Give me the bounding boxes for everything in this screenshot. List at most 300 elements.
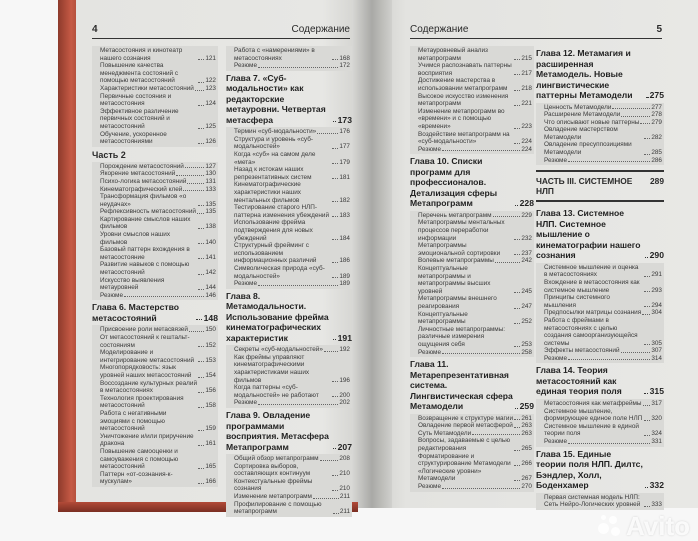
dot-leader: [198, 430, 204, 431]
dot-leader: [640, 123, 650, 124]
toc-entry[interactable]: [544, 400, 662, 408]
toc-entry[interactable]: [100, 208, 216, 216]
toc-entry[interactable]: [234, 501, 350, 516]
toc-entry[interactable]: [418, 242, 532, 257]
entry-page: 307: [651, 347, 662, 355]
dot-leader: [644, 276, 650, 277]
dot-leader: [333, 121, 335, 122]
toc-entry[interactable]: [418, 131, 532, 146]
dot-leader: [495, 262, 521, 263]
entry-page: 218: [521, 84, 532, 92]
chapter-entry[interactable]: [410, 156, 534, 209]
dot-leader: [514, 90, 520, 91]
entry-title: Назад к истокам наших репрезентативных систем: [234, 166, 312, 181]
entry-page: 126: [205, 138, 216, 146]
chapter-entry[interactable]: [536, 48, 664, 101]
entry-page: 291: [651, 271, 662, 279]
toc-column: [92, 46, 218, 489]
dot-leader: [317, 133, 338, 134]
page-title: Содержание: [410, 24, 469, 35]
toc-entry[interactable]: [544, 494, 662, 509]
entry-page: 142: [205, 269, 216, 277]
toc-entry[interactable]: [234, 242, 350, 265]
dot-leader: [514, 450, 520, 451]
toc-entry[interactable]: [100, 410, 216, 433]
entry-title: Системное мышление в единой теории поля: [544, 422, 639, 438]
entry-page: 211: [339, 508, 350, 516]
entry-title: Уровни смыслов наших фильмов: [100, 231, 171, 246]
entry-page: 324: [651, 430, 662, 438]
dot-leader: [332, 396, 338, 397]
entry-page: 135: [205, 208, 216, 216]
entry-page: 189: [339, 280, 350, 288]
toc-entry[interactable]: [234, 219, 350, 242]
dot-leader: [514, 480, 520, 481]
dot-leader: [442, 353, 520, 354]
dot-leader: [332, 262, 338, 263]
entry-title: Системное мышление и оценка в метасостояниях: [544, 263, 639, 279]
entry-page: 247: [521, 302, 532, 310]
toc-entry[interactable]: [234, 280, 350, 288]
entry-page: 223: [521, 122, 532, 130]
entry-page: 232: [521, 234, 532, 242]
toc-entry[interactable]: [418, 295, 532, 310]
entry-title: Личностные метапрограммы: различные измерения ощущения себя: [418, 325, 506, 348]
toc-entry[interactable]: [234, 346, 350, 354]
subsection-list: [92, 325, 218, 486]
entry-title: Как фреймы управляют кинематографическими характеристиками наших фильмов: [234, 353, 310, 384]
entry-page: 331: [651, 437, 662, 445]
dot-leader: [642, 314, 650, 315]
entry-title: Метапрограммы ментальных процессов переработки информации: [418, 219, 505, 242]
entry-page: 305: [651, 339, 662, 347]
toc-entry[interactable]: [234, 128, 350, 136]
dot-leader: [198, 228, 204, 229]
toc-entry[interactable]: [418, 257, 532, 265]
chapter-title: Глава 9. Овладение программами восприятия. Метасфера Метапрограмм: [226, 410, 329, 452]
entry-page: 140: [205, 238, 216, 246]
entry-title: Повышение качества менеджмента состояний с помощью метасостояний: [100, 62, 179, 85]
toc-entry[interactable]: [544, 317, 662, 347]
toc-entry[interactable]: [100, 170, 216, 178]
toc-entry[interactable]: [234, 265, 350, 280]
entry-title: Развитие навыков с помощью метасостояний: [100, 261, 190, 277]
entry-page: 242: [521, 257, 532, 265]
entry-title: Резюме: [418, 482, 441, 490]
part-heading: Часть 2: [92, 149, 126, 160]
dot-leader: [333, 448, 336, 449]
dot-leader: [320, 460, 339, 461]
chapter-entry[interactable]: [226, 410, 352, 452]
toc-entry[interactable]: [418, 311, 532, 326]
entry-title: Кинематографический клей: [100, 185, 183, 193]
toc-entry[interactable]: [544, 157, 662, 165]
entry-title: Предпосылки матрицы сознания: [544, 309, 642, 317]
dot-leader: [568, 443, 650, 444]
dot-leader: [442, 150, 520, 151]
toc-entry[interactable]: [418, 62, 532, 77]
chapter-page: 148: [203, 312, 218, 323]
dot-leader: [514, 465, 520, 466]
entry-page: 192: [339, 346, 350, 354]
entry-page: 166: [205, 478, 216, 486]
toc-entry[interactable]: [234, 62, 350, 70]
entry-page: 181: [339, 173, 350, 181]
entry-title: Концептуальные метапрограммы: [418, 310, 468, 326]
entry-page: 253: [521, 340, 532, 348]
dot-leader: [332, 490, 338, 491]
toc-entry[interactable]: [100, 131, 216, 146]
dot-leader: [333, 339, 335, 340]
entry-title: Резюме: [544, 156, 567, 164]
dot-leader: [198, 483, 204, 484]
entry-title: Метапрограммы эмоциональной сортировки: [418, 242, 501, 257]
entry-title: Резюме: [544, 354, 567, 362]
entry-title: Искусство выявления метауровней: [100, 276, 165, 292]
dot-leader: [645, 487, 648, 488]
toc-entry[interactable]: [418, 93, 532, 108]
dot-leader: [514, 308, 520, 309]
toc-entry[interactable]: [544, 309, 662, 317]
toc-entry[interactable]: [418, 219, 532, 242]
entry-page: 282: [651, 133, 662, 141]
toc-entry[interactable]: [234, 354, 350, 384]
page-number: 5: [656, 24, 662, 35]
entry-title: Резюме: [418, 348, 441, 356]
entry-page: 189: [339, 272, 350, 280]
entry-page: 278: [651, 111, 662, 119]
entry-title: Эффективное различение первичных состояний и метасостояний: [100, 107, 179, 130]
toc-entry[interactable]: [100, 193, 216, 208]
entry-page: 135: [205, 200, 216, 208]
chapter-entry[interactable]: [92, 302, 218, 323]
entry-title: От метасостояний к гештальт-состояниям: [100, 334, 190, 349]
toc-entry[interactable]: [100, 93, 216, 108]
entry-page: 130: [205, 170, 216, 178]
dot-leader: [514, 292, 520, 293]
chapter-entry[interactable]: [226, 291, 352, 344]
entry-title: Волевые метапрограммы: [418, 257, 494, 265]
dot-leader: [442, 488, 520, 489]
entry-page: 138: [205, 223, 216, 231]
subsection-list: [92, 162, 218, 301]
chapter-title: Глава 10. Списки программ для профессионалов. Детализация сферы Метапрограмм: [410, 156, 498, 209]
dot-leader: [196, 319, 201, 320]
entry-page: 263: [521, 422, 532, 430]
dot-leader: [332, 277, 338, 278]
toc-entry[interactable]: [100, 246, 216, 261]
entry-page: 266: [521, 460, 532, 468]
toc-entry[interactable]: [418, 349, 532, 357]
toc-entry[interactable]: [234, 478, 350, 493]
toc-entry[interactable]: [100, 186, 216, 194]
chapter-entry[interactable]: [410, 359, 534, 412]
toc-entry[interactable]: [544, 408, 662, 423]
toc-entry[interactable]: [418, 468, 532, 483]
toc-entry[interactable]: [544, 347, 662, 355]
entry-title: Обучение, ускоренное метасостояниями: [100, 130, 167, 146]
dot-leader: [258, 285, 338, 286]
dot-leader: [332, 381, 338, 382]
toc-column: [226, 46, 352, 519]
dot-leader: [198, 258, 204, 259]
entry-page: 186: [339, 257, 350, 265]
dot-leader: [644, 393, 648, 394]
toc-entry[interactable]: [418, 483, 532, 491]
toc-entry[interactable]: [234, 455, 350, 463]
toc-entry[interactable]: [418, 422, 532, 430]
dot-leader: [198, 445, 204, 446]
chapter-page: 191: [337, 332, 352, 343]
entry-title: Моделирование и интегрирование метасостояний: [100, 349, 195, 364]
toc-entry[interactable]: [234, 166, 350, 181]
chapter-entry[interactable]: [536, 208, 664, 261]
entry-page: 177: [339, 143, 350, 151]
dot-leader: [187, 183, 204, 184]
toc-entry[interactable]: [234, 136, 350, 151]
subsection-list: [536, 399, 664, 447]
dot-leader: [198, 82, 204, 83]
toc-entry[interactable]: [234, 399, 350, 407]
entry-page: 159: [205, 425, 216, 433]
toc-entry[interactable]: [100, 216, 216, 231]
entry-title: Вхождение в метасостояния как системное мышление: [544, 278, 640, 294]
chapter-title: Глава 7. «Суб-модальности» как редакторские метауровни. Четвертая метасфера: [226, 72, 326, 125]
entry-title: Эффекты метасостояний: [544, 347, 620, 355]
toc-entry[interactable]: [100, 395, 216, 410]
dot-leader: [198, 407, 204, 408]
toc-entry[interactable]: [100, 334, 216, 349]
dot-leader: [644, 435, 650, 436]
toc-entry[interactable]: [100, 85, 216, 93]
dot-leader: [514, 59, 520, 60]
entry-page: 161: [205, 440, 216, 448]
chapter-page: 290: [649, 250, 664, 261]
toc-entry[interactable]: [544, 119, 662, 127]
dot-leader: [198, 361, 204, 362]
chapter-title: Глава 11. Метарепрезентативная система. Лингвистическая сфера Метамодели: [410, 359, 513, 412]
chapter-page: 173: [337, 114, 352, 125]
entry-page: 317: [651, 399, 662, 407]
toc-entry[interactable]: [100, 471, 216, 486]
toc-entry[interactable]: [418, 265, 532, 295]
toc-entry[interactable]: [418, 453, 532, 468]
dot-leader: [198, 128, 204, 129]
toc-entry[interactable]: [100, 448, 216, 471]
toc-entry[interactable]: [544, 104, 662, 112]
left-page-header: [92, 24, 350, 39]
toc-entry[interactable]: [100, 326, 216, 334]
entry-page: 131: [205, 177, 216, 185]
entry-title: Концептуальные метапрограммы и метапрограммы высших уровней: [418, 264, 491, 295]
chapter-title: Глава 8. Метамодальности. Использование фрейма кинематографических характеристик: [226, 290, 329, 343]
entry-title: Структура и уровень «суб-модальностей»: [234, 135, 313, 151]
toc-entry[interactable]: [100, 364, 216, 379]
dot-leader: [515, 205, 517, 206]
entry-page: 210: [339, 470, 350, 478]
toc-entry[interactable]: [100, 231, 216, 246]
entry-title: Порождение метасостояний: [100, 162, 184, 170]
entry-page: 221: [521, 100, 532, 108]
dot-leader: [198, 205, 204, 206]
dot-leader: [332, 178, 338, 179]
dot-leader: [195, 90, 204, 91]
dot-leader: [643, 405, 651, 406]
toc-entry[interactable]: [100, 380, 216, 395]
toc-column: [410, 46, 534, 494]
toc-entry[interactable]: [418, 77, 532, 92]
chapter-entry[interactable]: [536, 365, 664, 397]
toc-entry[interactable]: [544, 279, 662, 294]
dot-leader: [198, 143, 204, 144]
dot-leader: [646, 97, 648, 98]
entry-title: Повышение самооценки и самоуважения с помощью метасостояний: [100, 447, 179, 471]
entry-title: Психо-логика метасостояний: [100, 177, 187, 185]
dot-leader: [514, 346, 520, 347]
dot-leader: [332, 239, 338, 240]
chapter-title: Глава 13. Системное НЛП. Системное мышление о кинематографии нашего сознания: [536, 208, 641, 261]
dot-leader: [514, 128, 520, 129]
entry-page: 144: [205, 284, 216, 292]
entry-page: 196: [339, 376, 350, 384]
toc-entry[interactable]: [418, 430, 532, 438]
subsection-list: [226, 454, 352, 517]
toc-entry[interactable]: [544, 141, 662, 156]
entry-title: Присвоение роли метасвязей: [100, 326, 188, 334]
entry-page: 122: [205, 77, 216, 85]
entry-page: 152: [205, 341, 216, 349]
toc-entry[interactable]: [100, 178, 216, 186]
toc-entry[interactable]: [234, 384, 350, 399]
toc-entry[interactable]: [100, 292, 216, 300]
entry-title: Структурный фрейминг с использованием информационных различий: [234, 242, 317, 265]
toc-entry[interactable]: [100, 108, 216, 131]
entry-title: Контекстуальные фреймы сознания: [234, 477, 313, 493]
entry-page: 263: [521, 429, 532, 437]
entry-page: 182: [339, 196, 350, 204]
toc-entry[interactable]: [418, 212, 532, 220]
part-entry[interactable]: [536, 170, 664, 202]
entry-title: Трансформация фильмов «о неудачах»: [100, 193, 187, 208]
dot-leader: [514, 254, 520, 255]
dot-leader: [645, 257, 647, 258]
part-title: ЧАСТЬ III. СИСТЕМНОЕ НЛП: [536, 176, 633, 197]
dot-leader: [568, 359, 650, 360]
entry-title: Метапрограммы внешнего реагирования: [418, 295, 497, 310]
toc-entry[interactable]: [234, 493, 350, 501]
dot-leader: [644, 138, 650, 139]
toc-entry[interactable]: [100, 62, 216, 85]
toc-entry[interactable]: [418, 108, 532, 131]
toc-entry[interactable]: [418, 146, 532, 154]
toc-entry[interactable]: [234, 463, 350, 478]
dot-leader: [198, 274, 204, 275]
toc-entry[interactable]: [100, 261, 216, 276]
entry-title: Первичные состояния и метасостояния: [100, 92, 172, 108]
entry-page: 286: [651, 156, 662, 164]
toc-entry[interactable]: [544, 355, 662, 363]
entry-title: Когда паттерны «суб-модальностей» не работают: [234, 384, 319, 399]
entry-title: Первая системная модель НЛП: Сеть Нейро-Логических уровней: [544, 493, 641, 509]
toc-entry[interactable]: [100, 277, 216, 292]
entry-page: 168: [339, 54, 350, 62]
entry-page: 333: [651, 501, 662, 509]
entry-title: Что описывают новые паттерны: [544, 118, 640, 126]
entry-page: 123: [205, 84, 216, 92]
entry-page: 172: [339, 62, 350, 70]
toc-entry[interactable]: [418, 326, 532, 349]
toc-entry[interactable]: [544, 264, 662, 279]
entry-title: Форматирование и структурирование Метамодели: [418, 452, 511, 468]
dot-leader: [621, 352, 651, 353]
toc-entry[interactable]: [418, 47, 532, 62]
entry-page: 141: [205, 253, 216, 261]
toc-entry[interactable]: [100, 349, 216, 364]
entry-page: 150: [205, 326, 216, 334]
avito-logo-icon: [598, 514, 622, 538]
entry-title: Когда «суб» на самом деле «мета»: [234, 151, 316, 166]
dot-leader: [198, 346, 204, 347]
toc-entry[interactable]: [234, 151, 350, 166]
toc-entry[interactable]: [544, 423, 662, 438]
entry-title: Термин «суб-модальности»: [234, 128, 317, 136]
entry-title: «Логические уровни» Метамодели: [418, 467, 482, 483]
entry-title: Метауровневый анализ метапрограмм: [418, 47, 488, 62]
entry-page: 183: [339, 211, 350, 219]
toc-entry[interactable]: [100, 47, 216, 62]
chapter-page: 228: [519, 198, 534, 209]
entry-page: 270: [521, 482, 532, 490]
toc-entry[interactable]: [234, 204, 350, 219]
toc-entry[interactable]: [418, 437, 532, 452]
toc-entry[interactable]: [544, 438, 662, 446]
entry-title: Воздействие метапрограмм на «суб-модальности»: [418, 130, 510, 146]
entry-title: Вопросы, задаваемые с целью редактирования: [418, 437, 510, 452]
entry-page: 158: [205, 402, 216, 410]
dot-leader: [313, 498, 339, 499]
dot-leader: [198, 377, 204, 378]
entry-page: 154: [205, 371, 216, 379]
entry-title: Работа с фреймами в метасостояниях с целью создания самоорганизующейся системы: [544, 316, 638, 347]
toc-entry[interactable]: [544, 111, 662, 119]
toc-entry[interactable]: [544, 126, 662, 141]
toc-entry[interactable]: [544, 294, 662, 309]
chapter-entry[interactable]: [226, 73, 352, 126]
dot-leader: [514, 74, 520, 75]
entry-title: Принципы системного мышления: [544, 294, 610, 309]
chapter-title: Глава 15. Единые теории поля НЛП. Дилтс, Бэндлер, Холл, Боденхамер: [536, 448, 643, 491]
entry-page: 265: [521, 444, 532, 452]
dot-leader: [621, 116, 650, 117]
entry-title: Высокое искусство изменения метапрограмм: [418, 92, 509, 108]
entry-title: Технология проектирования метасостояний: [100, 394, 184, 410]
toc-entry[interactable]: [234, 47, 350, 62]
dot-leader: [198, 59, 204, 60]
subsection-list: [536, 263, 664, 364]
entry-title: Возвращение к структуре магии: [418, 414, 514, 422]
entry-title: Тестирование старого НЛП-паттерна изменения убеждений: [234, 204, 330, 219]
dot-leader: [612, 108, 650, 109]
chapter-page: 259: [519, 401, 534, 412]
entry-page: 184: [339, 234, 350, 242]
toc-entry[interactable]: [100, 433, 216, 448]
dot-leader: [333, 513, 339, 514]
dot-leader: [258, 67, 338, 68]
toc-entry[interactable]: [234, 181, 350, 204]
chapter-entry[interactable]: [536, 449, 664, 491]
entry-title: Резюме: [234, 399, 257, 407]
entry-title: Секреты «суб-модальностей»: [234, 346, 323, 354]
